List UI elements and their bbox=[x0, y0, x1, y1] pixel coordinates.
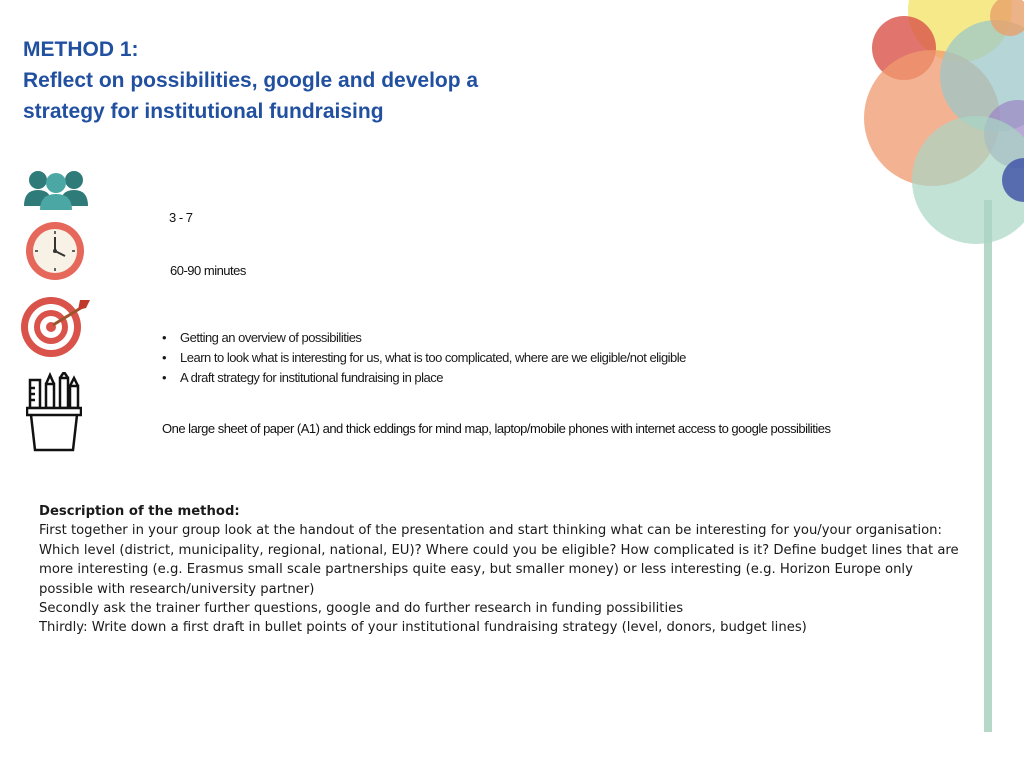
description-heading: Description of the method: bbox=[39, 504, 240, 519]
method-title-line-1: Reflect on possibilities, google and develop a bbox=[23, 69, 479, 92]
method-number: METHOD 1: bbox=[23, 38, 139, 61]
description-paragraph: Thirdly: Write down a first draft in bullet points of your institutional fundraising strategy (level, donors, budget lines) bbox=[39, 620, 807, 636]
group-icon bbox=[22, 166, 90, 210]
materials-icon bbox=[26, 372, 82, 452]
goal-item: • Learn to look what is interesting for us, what is too complicated, where are we eligible/not eligible bbox=[162, 348, 686, 368]
group-size: 3 - 7 bbox=[169, 210, 193, 225]
duration: 60-90 minutes bbox=[170, 263, 246, 278]
materials-text: One large sheet of paper (A1) and thick eddings for mind map, laptop/mobile phones with internet access to google possibilities bbox=[162, 421, 831, 436]
target-icon bbox=[20, 296, 94, 358]
decorative-balloons-graphic bbox=[860, 0, 1024, 740]
goals-list bbox=[162, 328, 686, 388]
goal-item: • Getting an overview of possibilities bbox=[162, 328, 686, 348]
method-title-line-2: strategy for institutional fundraising bbox=[23, 100, 384, 123]
description-paragraph: First together in your group look at the handout of the presentation and start thinking what can be interesting for you/your organisation: Which level (district, municipality, regional, national, EU)? Where could you be eligible? How complicated is it? Define budget lines that are more interesting (e.g. Erasmus small scale partnerships quite easy, but smaller money) or less interesting (e.g. Horizon Europe only possible with research/university partner) bbox=[39, 523, 959, 597]
goal-item: • A draft strategy for institutional fundraising in place bbox=[162, 368, 686, 388]
description-paragraph: Secondly ask the trainer further questions, google and do further research in funding possibilities bbox=[39, 601, 684, 617]
clock-icon bbox=[24, 220, 86, 282]
description-section bbox=[39, 502, 969, 638]
title-block bbox=[23, 34, 643, 127]
